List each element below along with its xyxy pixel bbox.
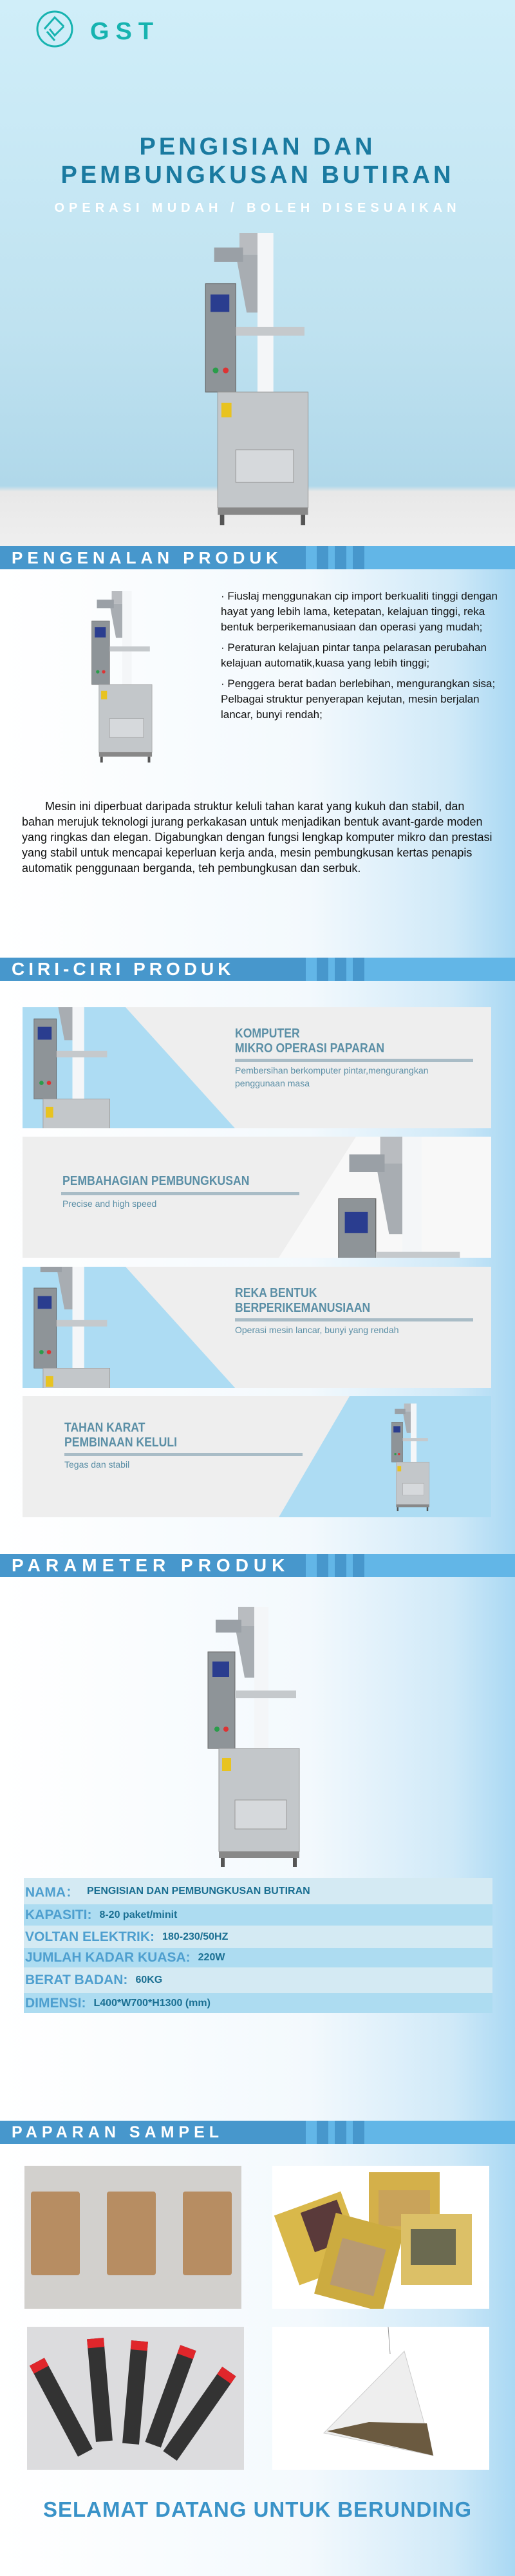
- brand-name: GST: [90, 18, 160, 45]
- section-title: PARAMETER PRODUK: [12, 1555, 290, 1575]
- hero-title-line1: PENGISIAN DAN: [139, 133, 376, 160]
- intro-bullet: · Peraturan kelajuan pintar tanpa pelarasan perubahan kelajuan automatik,kuasa yang lebih tinggi;: [221, 641, 487, 669]
- param-row: NAMA： PENGISIAN DAN PEMBUNGKUSAN BUTIRAN: [24, 1878, 492, 1904]
- hero-title-line2: PEMBUNGKUSAN BUTIRAN: [61, 162, 454, 189]
- stick-pack-icon: [27, 2327, 244, 2470]
- section-header-intro: [0, 546, 515, 569]
- sample-gold-sachets: [272, 2166, 489, 2309]
- feature-card-2: [23, 1137, 491, 1258]
- feature-card-3: [23, 1267, 491, 1388]
- sample-stick-packs: [27, 2327, 244, 2470]
- intro-bullets: [221, 589, 504, 728]
- section-header-features: [0, 958, 515, 981]
- machine-image-hero: [161, 233, 354, 529]
- pyramid-teabag-icon: [272, 2327, 489, 2470]
- feature-subtitle: Tegas dan stabil: [64, 1459, 130, 1470]
- section-header-params: [0, 1554, 515, 1577]
- hero-title: [0, 133, 515, 189]
- feature-title: KOMPUTER MIKRO OPERASI PAPARAN: [235, 1027, 385, 1056]
- gst-logo-icon: [35, 10, 74, 48]
- feature-subtitle: Precise and high speed: [62, 1198, 157, 1209]
- hero-subtitle: OPERASI MUDAH / BOLEH DISESUAIKAN: [54, 201, 461, 215]
- gold-sachet-icon: [272, 2166, 489, 2309]
- param-row: KAPASITI: 8-20 paket/minit: [24, 1904, 492, 1926]
- section-title: CIRI-CIRI PRODUK: [12, 959, 235, 979]
- machine-image: [29, 1267, 116, 1388]
- intro-bullet: · Penggera berat badan berlebihan, mengurangkan sisa; Pelbagai struktur penyerapan kejutan, mesin berjalan lancar, bunyi rendah;: [221, 677, 496, 721]
- machine-image: [332, 1137, 473, 1258]
- feature-title: TAHAN KARAT PEMBINAAN KELULI: [64, 1421, 178, 1450]
- divider: [61, 1192, 299, 1195]
- section-title: PENGENALAN PRODUK: [12, 548, 283, 567]
- feature-subtitle: Pembersihan berkomputer pintar,mengurangkan penggunaan masa: [235, 1065, 429, 1088]
- machine-image: [389, 1400, 432, 1516]
- param-row: VOLTAN ELEKTRIK: 180-230/50HZ: [24, 1926, 492, 1948]
- kraft-pouch-icon: [24, 2166, 241, 2309]
- intro-paragraph: Mesin ini diperbuat daripada struktur keluli tahan karat yang kukuh dan stabil, dan bahan merujuk teknologi jurang perkakasan untuk menjadikan bentuk avant-garde moden yang ringkas dan elegan. Digabungkan dengan fungsi lengkap komputer mikro dan prestasi yang stabil untuk mencapai keperluan kerja anda, mesin pembungkusan kertas penapis automatik penggunaan berganda, teh pembungkusan dan serbuk.: [22, 800, 492, 875]
- card-accent: [279, 1396, 491, 1517]
- divider: [64, 1453, 303, 1456]
- section-title: PAPARAN SAMPEL: [12, 2123, 224, 2141]
- param-row: BERAT BADAN: 60KG: [24, 1967, 492, 1993]
- sample-kraft-pouches: [24, 2166, 241, 2309]
- machine-image-params: [193, 1607, 315, 1871]
- feature-title: PEMBAHAGIAN PEMBUNGKUSAN: [62, 1174, 250, 1188]
- feature-subtitle: Operasi mesin lancar, bunyi yang rendah: [235, 1325, 399, 1335]
- divider: [235, 1318, 473, 1321]
- divider: [235, 1059, 473, 1062]
- feature-card-1: [23, 1007, 491, 1128]
- section-header-samples: [0, 2121, 515, 2144]
- intro-bullet: · Fiuslaj menggunakan cip import berkualiti tinggi dengan hayat yang lebih lama, ketepatan, kelajuan tinggi, reka bentuk berperikemanusiaan dan operasi yang mudah;: [221, 590, 498, 633]
- feature-title: REKA BENTUK BERPERIKEMANUSIAAN: [235, 1286, 371, 1315]
- parameter-table: [24, 1878, 492, 2013]
- param-row: JUMLAH KADAR KUASA: 220W: [24, 1948, 492, 1967]
- machine-image-intro: [77, 591, 167, 765]
- machine-image: [29, 1007, 116, 1128]
- param-row: DIMENSI: L400*W700*H1300 (mm): [24, 1993, 492, 2013]
- footer-cta: SELAMAT DATANG UNTUK BERUNDING: [42, 2497, 473, 2521]
- feature-card-4: [23, 1396, 491, 1517]
- sample-pyramid-teabag: [272, 2327, 489, 2470]
